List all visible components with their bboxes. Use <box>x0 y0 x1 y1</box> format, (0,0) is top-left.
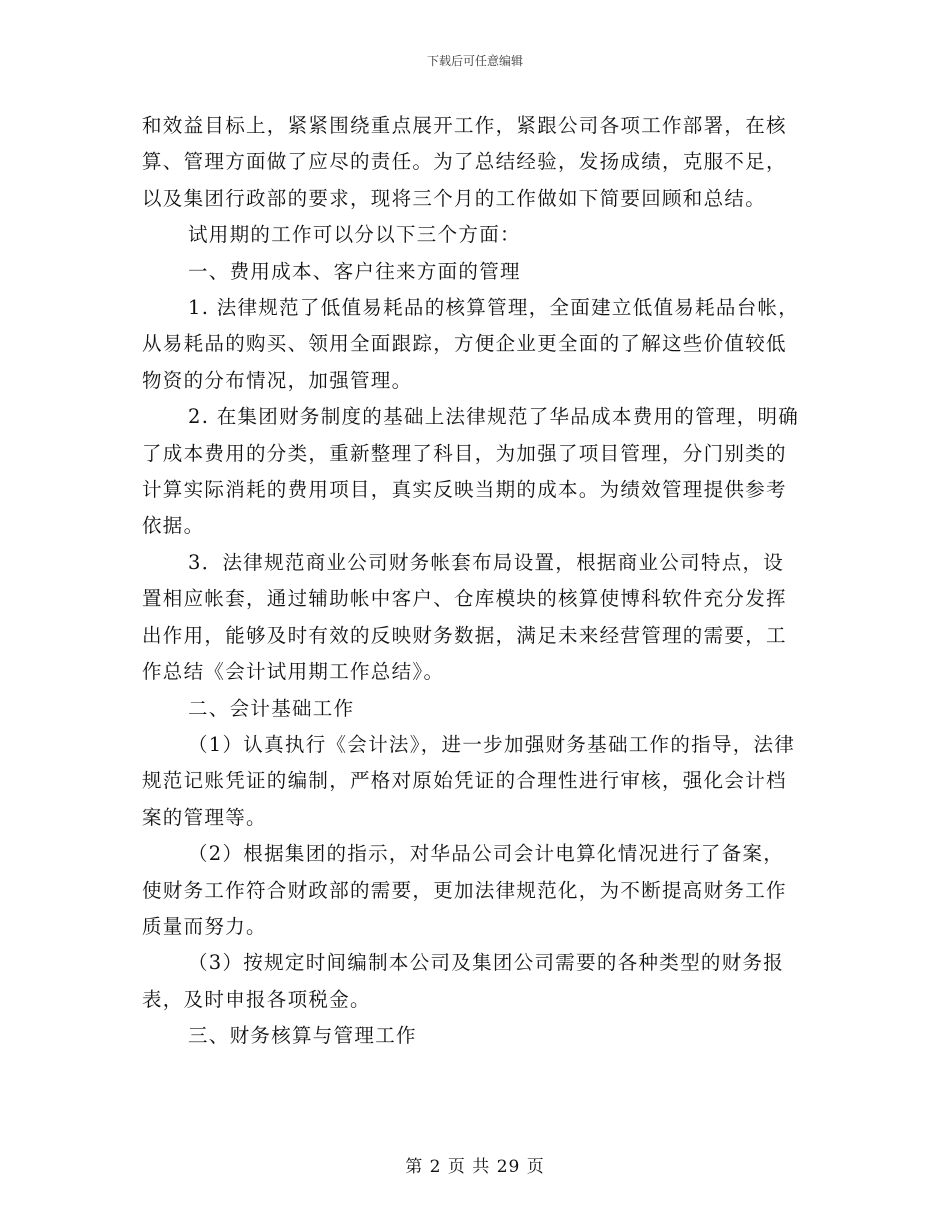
document-body <box>142 108 802 1055</box>
paragraph: （3）按规定时间编制本公司及集团公司需要的各种类型的财务报表，及时申报各项税金。 <box>142 951 785 1011</box>
section-heading: 三、财务核算与管理工作 <box>188 1024 417 1048</box>
paragraph: 2. 在集团财务制度的基础上法律规范了华品成本费用的管理，明确了成本费用的分类，重新整理了科目，为加强了项目管理，分门别类的计算实际消耗的费用项目，真实反映当期的成本。为绩效管理提供参考依据。 <box>142 405 800 538</box>
paragraph: 试用期的工作可以分以下三个方面： <box>188 223 521 247</box>
paragraph: 1. 法律规范了低值易耗品的核算管理，全面建立低值易耗品台帐，从易耗品的购买、领用全面跟踪，方便企业更全面的了解这些价值较低物资的分布情况，加强管理。 <box>142 296 800 392</box>
page-footer: 第 2 页 共 29 页 <box>405 1157 545 1177</box>
paragraph: （1）认真执行《会计法》，进一步加强财务基础工作的指导，法律规范记账凭证的编制，严格对原始凭证的合理性进行审核，强化会计档案的管理等。 <box>142 732 796 829</box>
paragraph: （2）根据集团的指示，对华品公司会计电算化情况进行了备案，使财务工作符合财政部的需要，更加法律规范化，为不断提高财务工作质量而努力。 <box>142 842 787 938</box>
paragraph: 和效益目标上，紧紧围绕重点展开工作，紧跟公司各项工作部署，在核算、管理方面做了应尽的责任。为了总结经验，发扬成绩，克服不足，以及集团行政部的要求，现将三个月的工作做如下简要回顾和总结。 <box>142 114 787 210</box>
section-heading: 二、会计基础工作 <box>188 696 355 720</box>
page-header: 下载后可任意编辑 <box>426 54 523 68</box>
section-heading: 一、费用成本、客户往来方面的管理 <box>188 259 521 283</box>
paragraph: 3．法律规范商业公司财务帐套布局设置，根据商业公司特点，设置相应帐套，通过辅助帐中客户、仓库模块的核算使博科软件充分发挥出作用，能够及时有效的反映财务数据，满足未来经营管理的需要，工作总结《会计试用期工作总结》。 <box>142 550 787 684</box>
